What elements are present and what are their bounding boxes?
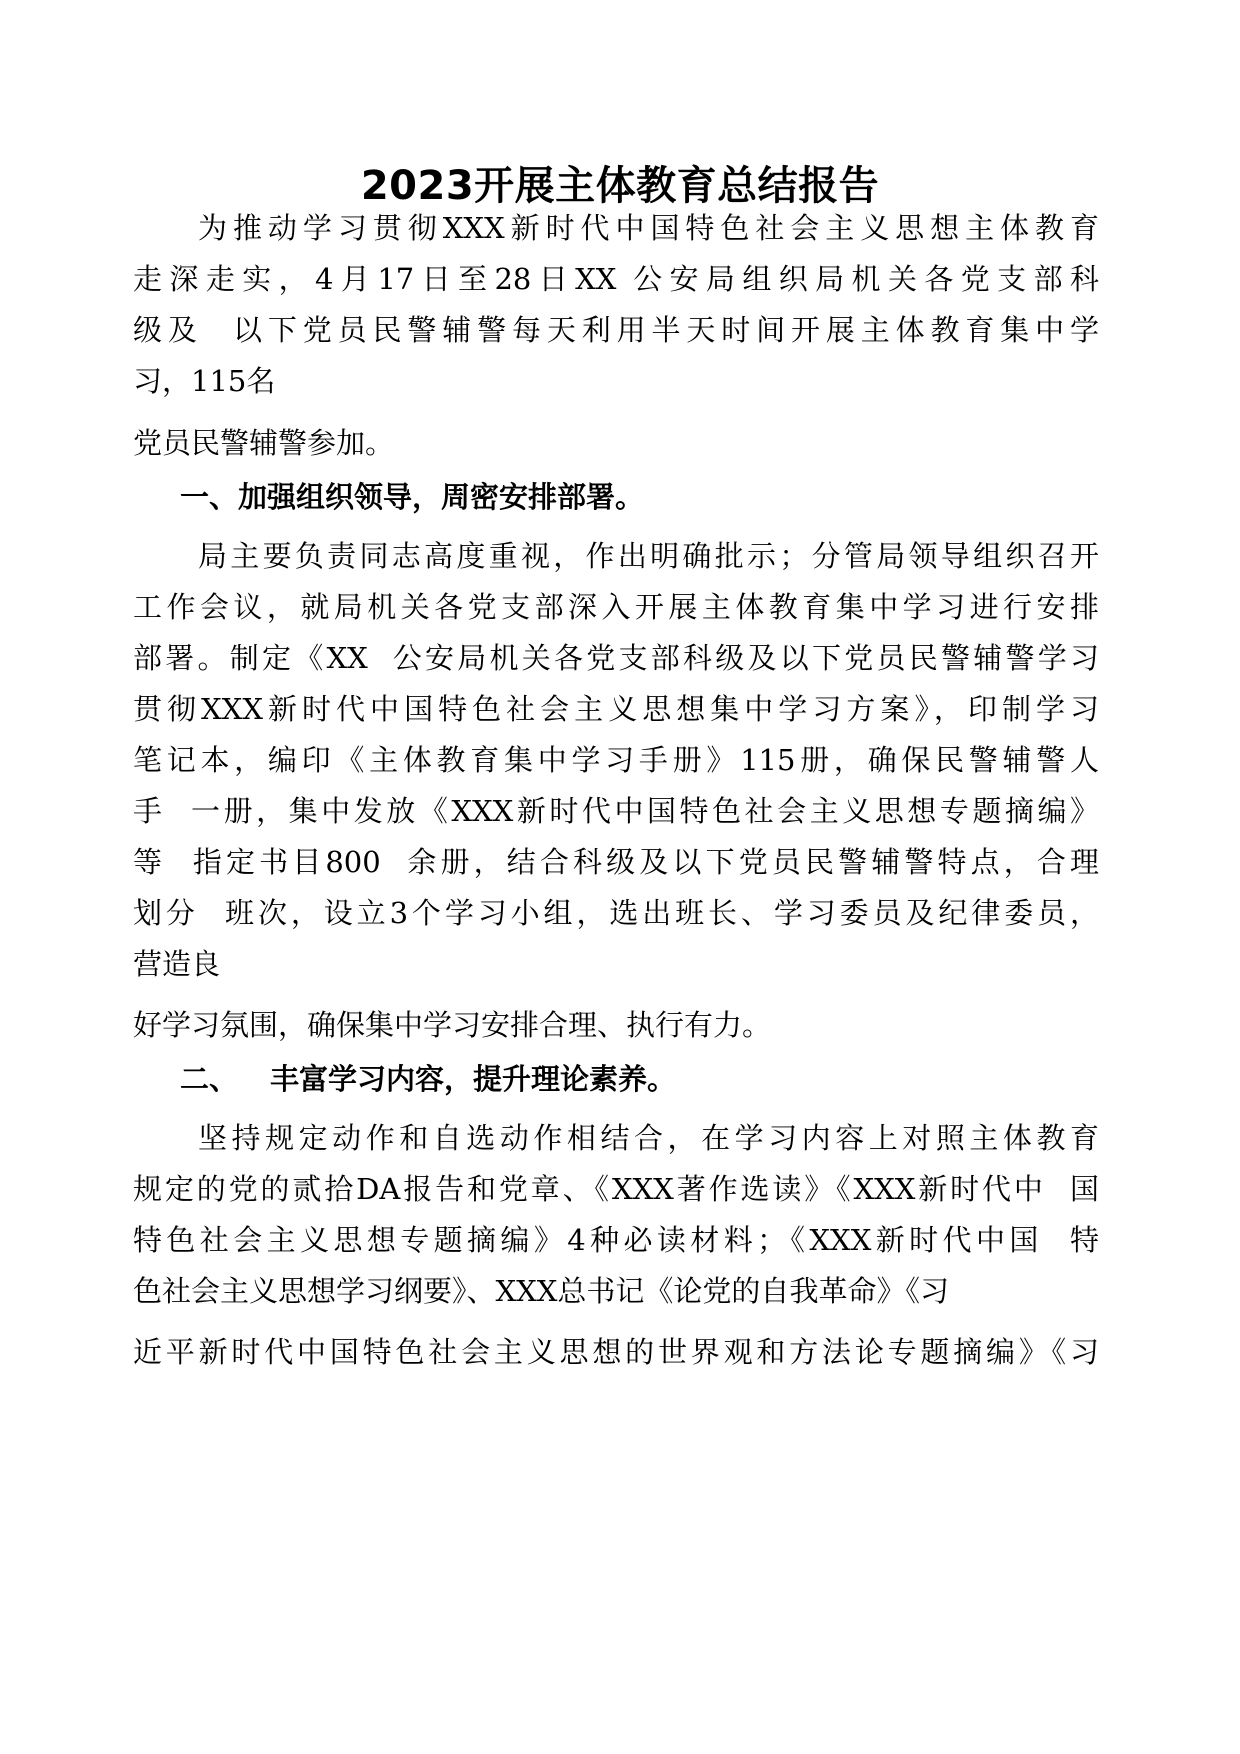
section2-heading: 丰富学习内容，提升理论素养。 [270, 1062, 677, 1096]
section2-line: 规定的党的贰拾DA报告和党章、《XXX著作选读》《XXX新时代中 国 [133, 1172, 1099, 1206]
intro-line: 习，115名 [133, 364, 276, 398]
section2-line: 坚持规定动作和自选动作相结合，在学习内容上对照主体教育 [198, 1121, 1099, 1155]
section1-heading: 一、加强组织领导，周密安排部署。 [180, 480, 645, 514]
section1-line: 笔记本，编印《主体教育集中学习手册》115册，确保民警辅警人 [133, 743, 1099, 777]
document-title: 2023开展主体教育总结报告 [360, 163, 880, 209]
section1-line: 贯彻XXX新时代中国特色社会主义思想集中学习方案》，印制学习 [133, 692, 1099, 726]
section1-line: 等 指定书目800 余册，结合科级及以下党员民警辅警特点，合理 [133, 845, 1099, 879]
section2-heading-number: 二、 [180, 1062, 239, 1096]
intro-line: 级及 以下党员民警辅警每天利用半天时间开展主体教育集中学 [133, 313, 1099, 347]
intro-line: 走深走实，4月17日至28日XX 公安局组织局机关各党支部科 [133, 262, 1099, 296]
intro-line: 为推动学习贯彻XXX新时代中国特色社会主义思想主体教育 [198, 211, 1099, 245]
intro-line: 党员民警辅警参加。 [133, 426, 395, 460]
section1-line: 工作会议，就局机关各党支部深入开展主体教育集中学习进行安排 [133, 590, 1099, 624]
section1-line: 营造良 [133, 947, 221, 981]
section1-line: 部署。制定《XX 公安局机关各党支部科级及以下党员民警辅警学习 [133, 641, 1099, 675]
section1-line: 手 一册，集中发放《XXX新时代中国特色社会主义思想专题摘编》 [133, 794, 1099, 828]
section2-line: 近平新时代中国特色社会主义思想的世界观和方法论专题摘编》《习 [133, 1335, 1099, 1369]
section1-line: 局主要负责同志高度重视，作出明确批示；分管局领导组织召开 [198, 539, 1099, 573]
section2-line: 色社会主义思想学习纲要》、XXX总书记《论党的自我革命》《习 [133, 1274, 949, 1308]
section2-line: 特色社会主义思想专题摘编》4种必读材料；《XXX新时代中国 特 [133, 1223, 1099, 1257]
section1-line: 划分 班次，设立3个学习小组，选出班长、学习委员及纪律委员， [133, 896, 1099, 930]
section1-line: 好学习氛围，确保集中学习安排合理、执行有力。 [133, 1008, 772, 1042]
